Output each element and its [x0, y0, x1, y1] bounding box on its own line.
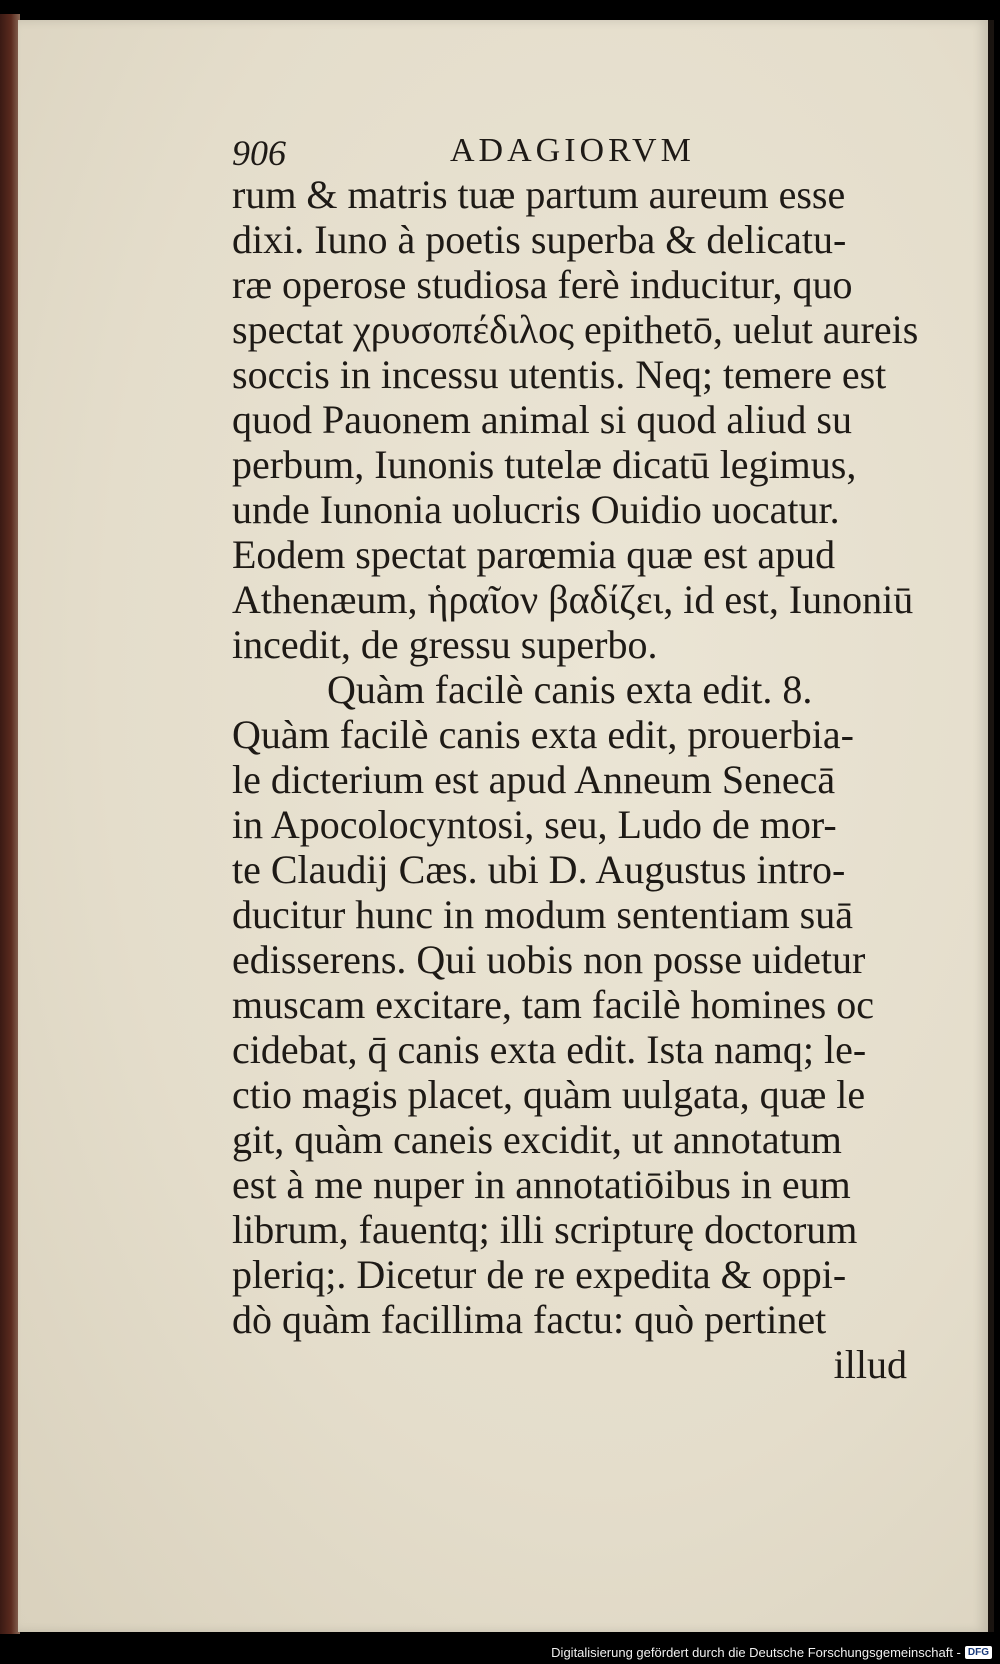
- text-line: le dicterium est apud Anneum Senecā: [232, 757, 836, 802]
- text-line: spectat χρυσοπέδιλος epithetō, uelut aureis: [232, 307, 919, 352]
- text-line: Athenæum, ἡραῖον βαδίζει, id est, Iunoniū: [232, 577, 914, 622]
- text-line: quod Pauonem animal si quod aliud su: [232, 397, 852, 442]
- text-line: cidebat, q̄ canis exta edit. Ista namq; le-: [232, 1027, 867, 1072]
- text-block: [232, 172, 932, 1387]
- digitization-footer: [551, 1645, 992, 1660]
- text-line: dò quàm facillima factu: quò pertinet: [232, 1297, 827, 1342]
- text-line: ctio magis placet, quàm uulgata, quæ le: [232, 1072, 866, 1117]
- text-line: est à me nuper in annotatiōibus in eum: [232, 1162, 851, 1207]
- text-line: dixi. Iuno à poetis superba & delicatu-: [232, 217, 847, 262]
- running-title: ADAGIORVM: [450, 132, 695, 169]
- text-line: ræ operose studiosa ferè inducitur, quo: [232, 262, 853, 307]
- text-line: perbum, Iunonis tutelæ dicatū legimus,: [232, 442, 857, 487]
- text-line: te Claudij Cæs. ubi D. Augustus intro-: [232, 847, 846, 892]
- footer-text: Digitalisierung gefördert durch die Deutsche Forschungsgemeinschaft -: [551, 1645, 961, 1660]
- page-number: 906: [232, 133, 286, 173]
- text-line: Quàm facilè canis exta edit, prouerbia-: [232, 712, 854, 757]
- text-line: ducitur hunc in modum sententiam suā: [232, 892, 853, 937]
- text-line: rum & matris tuæ partum aureum esse: [232, 172, 846, 217]
- text-line: incedit, de gressu superbo.: [232, 622, 658, 667]
- text-line: git, quàm caneis excidit, ut annotatum: [232, 1117, 842, 1162]
- page-header: [232, 132, 902, 176]
- text-line: muscam excitare, tam facilè homines oc: [232, 982, 874, 1027]
- text-line: librum, fauentq; illi scripturę doctorum: [232, 1207, 858, 1252]
- text-line: pleriq;. Dicetur de re expedita & oppi-: [232, 1252, 847, 1297]
- text-line: Eodem spectat parœmia quæ est apud: [232, 532, 836, 577]
- text-line: edisserens. Qui uobis non posse uidetur: [232, 937, 866, 982]
- adage-heading: Quàm facilè canis exta edit. 8.: [327, 667, 813, 712]
- catchword: illud: [833, 1342, 907, 1387]
- book-binding-edge: [0, 14, 20, 1634]
- dfg-logo: DFG: [965, 1646, 992, 1659]
- text-line: unde Iunonia uolucris Ouidio uocatur.: [232, 487, 840, 532]
- text-line: soccis in incessu utentis. Neq; temere est: [232, 352, 887, 397]
- text-line: in Apocolocyntosi, seu, Ludo de mor-: [232, 802, 837, 847]
